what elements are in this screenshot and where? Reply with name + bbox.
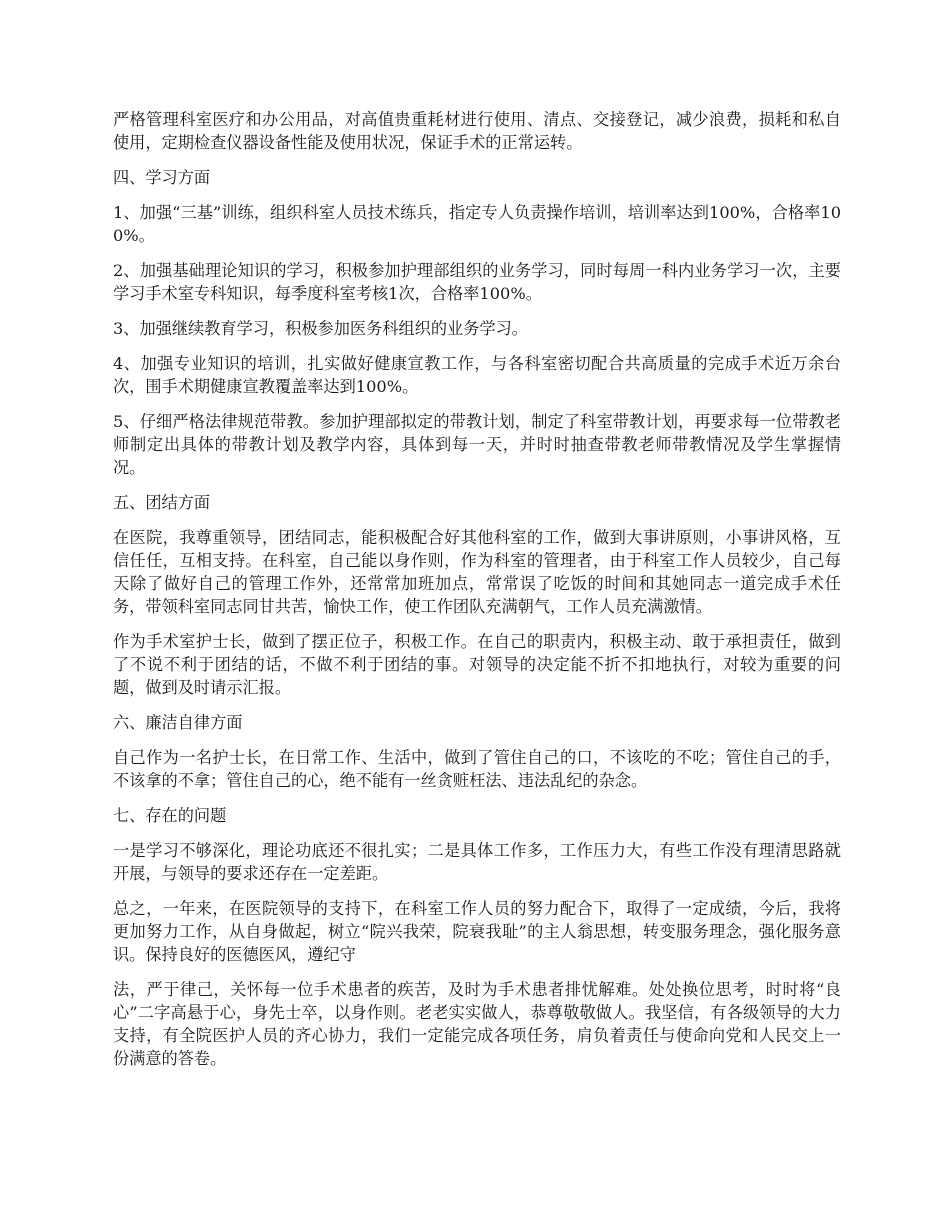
paragraph-integrity: 自己作为一名护士长，在日常工作、生活中，做到了管住自己的口，不该吃的不吃；管住自己的手，不该拿的不拿；管住自己的心，绝不能有一丝贪赃枉法、违法乱纪的杂念。 <box>113 748 841 790</box>
section-heading-study: 四、学习方面 <box>113 168 211 187</box>
paragraph-unity-1: 在医院，我尊重领导，团结同志，能积极配合好其他科室的工作，做到大事讲原则，小事讲风格，互信任任，互相支持。在科室，自己能以身作则，作为科室的管理者，由于科室工作人员较少，自己每天除了做好自己的管理工作外，还常常加班加点，常常误了吃饭的时间和其她同志一道完成手术任务，带领科室同志同甘共苦，愉快工作，使工作团队充满朝气，工作人员充满激情。 <box>113 528 841 616</box>
paragraph-study-4: 4、加强专业知识的培训，扎实做好健康宣教工作，与各科室密切配合共高质量的完成手术近万余台次，围手术期健康宣教覆盖率达到100%。 <box>113 354 841 396</box>
section-heading-integrity: 六、廉洁自律方面 <box>113 713 243 732</box>
paragraph-problems: 一是学习不够深化，理论功底还不很扎实；二是具体工作多，工作压力大，有些工作没有理清思路就开展，与领导的要求还存在一定差距。 <box>113 841 841 883</box>
paragraph-study-3: 3、加强继续教育学习，积极参加医务科组织的业务学习。 <box>113 319 528 338</box>
section-heading-unity: 五、团结方面 <box>113 493 211 512</box>
paragraph-conclusion-2: 法，严于律己，关怀每一位手术患者的疾苦，及时为手术患者排忧解难。处处换位思考，时时将“良心”二字高悬于心，身先士卒，以身作则。老老实实做人，恭尊敬敬做人。我坚信，有各级领导的大力支持，有全院医护人员的齐心协力，我们一定能完成各项任务，肩负着责任与使命向党和人民交上一份满意的答卷。 <box>113 980 841 1068</box>
section-heading-problems: 七、存在的问题 <box>113 806 227 825</box>
paragraph-study-2: 2、加强基础理论知识的学习，积极参加护理部组织的业务学习，同时每周一科内业务学习一次，主要学习手术室专科知识，每季度科室考核1次，合格率100%。 <box>113 261 841 303</box>
paragraph-study-5: 5、仔细严格法律规范带教。参加护理部拟定的带教计划，制定了科室带教计划，再要求每一位带教老师制定出具体的带教计划及教学内容，具体到每一天，并时时抽查带教老师带教情况及学生掌握情况。 <box>113 412 841 477</box>
document-page <box>113 108 841 1082</box>
paragraph-study-1: 1、加强“三基”训练，组织科室人员技术练兵，指定专人负责操作培训，培训率达到100%，合格率100%。 <box>113 203 841 245</box>
paragraph-supplies-management: 严格管理科室医疗和办公用品，对高值贵重耗材进行使用、清点、交接登记，减少浪费，损耗和私自使用，定期检查仪器设备性能及使用状况，保证手术的正常运转。 <box>113 110 841 152</box>
paragraph-conclusion-1: 总之，一年来，在医院领导的支持下，在科室工作人员的努力配合下，取得了一定成绩，今后，我将更加努力工作，从自身做起，树立“院兴我荣，院衰我耻”的主人翁思想，转变服务理念，强化服务意识。保持良好的医德医风，遵纪守 <box>113 899 841 964</box>
paragraph-unity-2: 作为手术室护士长，做到了摆正位子，积极工作。在自己的职责内，积极主动、敢于承担责任，做到了不说不利于团结的话，不做不利于团结的事。对领导的决定能不折不扣地执行，对较为重要的问题，做到及时请示汇报。 <box>113 632 841 697</box>
